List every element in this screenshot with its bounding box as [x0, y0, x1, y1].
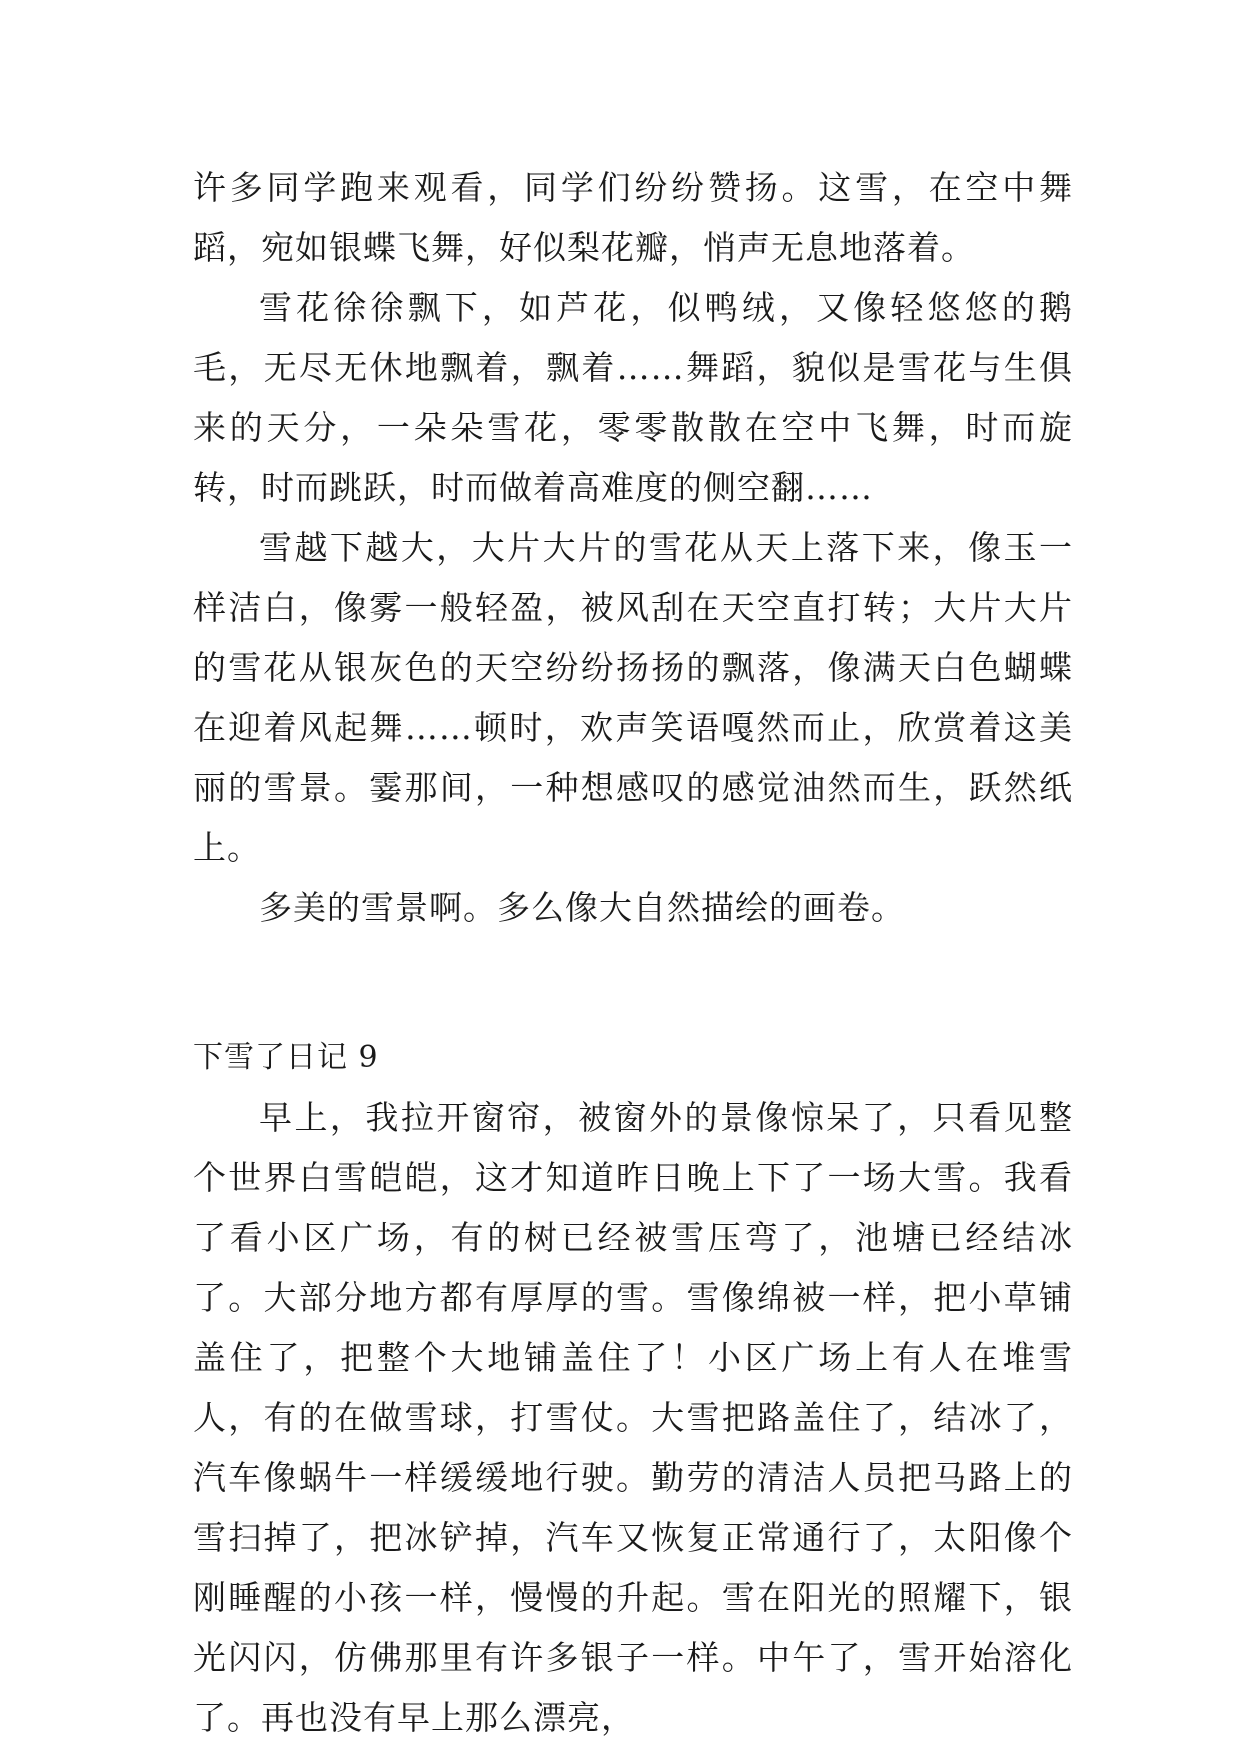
paragraph-2: 雪花徐徐飘下，如芦花，似鸭绒，又像轻悠悠的鹅毛，无尽无休地飘着，飘着……舞蹈，貌似是雪花与生俱来的天分，一朵朵雪花，零零散散在空中飞舞，时而旋转，时而跳跃，时而做着高难度的侧空翻…… [193, 288, 1073, 507]
section-heading: 下雪了日记 9 [193, 1040, 379, 1075]
paragraph-3: 雪越下越大，大片大片的雪花从天上落下来，像玉一样洁白，像雾一般轻盈，被风刮在天空直打转；大片大片的雪花从银灰色的天空纷纷扬扬的飘落，像满天白色蝴蝶在迎着风起舞……顿时，欢声笑语嘎然而止，欣赏着这美丽的雪景。霎那间，一种想感叹的感觉油然而生，跃然纸上。 [193, 528, 1073, 867]
section-spacer [193, 938, 1073, 1028]
document-page [193, 158, 1073, 1748]
paragraph-1: 许多同学跑来观看，同学们纷纷赞扬。这雪，在空中舞蹈，宛如银蝶飞舞，好似梨花瓣，悄声无息地落着。 [193, 168, 1073, 267]
paragraph-4: 多美的雪景啊。多么像大自然描绘的画卷。 [259, 888, 905, 927]
paragraph-5: 早上，我拉开窗帘，被窗外的景像惊呆了，只看见整个世界白雪皑皑，这才知道昨日晚上下了一场大雪。我看了看小区广场，有的树已经被雪压弯了，池塘已经结冰了。大部分地方都有厚厚的雪。雪像绵被一样，把小草铺盖住了，把整个大地铺盖住了！小区广场上有人在堆雪人，有的在做雪球，打雪仗。大雪把路盖住了，结冰了，汽车像蜗牛一样缓缓地行驶。勤劳的清洁人员把马路上的雪扫掉了，把冰铲掉，汽车又恢复正常通行了，太阳像个刚睡醒的小孩一样，慢慢的升起。雪在阳光的照耀下，银光闪闪，仿佛那里有许多银子一样。中午了，雪开始溶化了。再也没有早上那么漂亮， [193, 1098, 1073, 1737]
